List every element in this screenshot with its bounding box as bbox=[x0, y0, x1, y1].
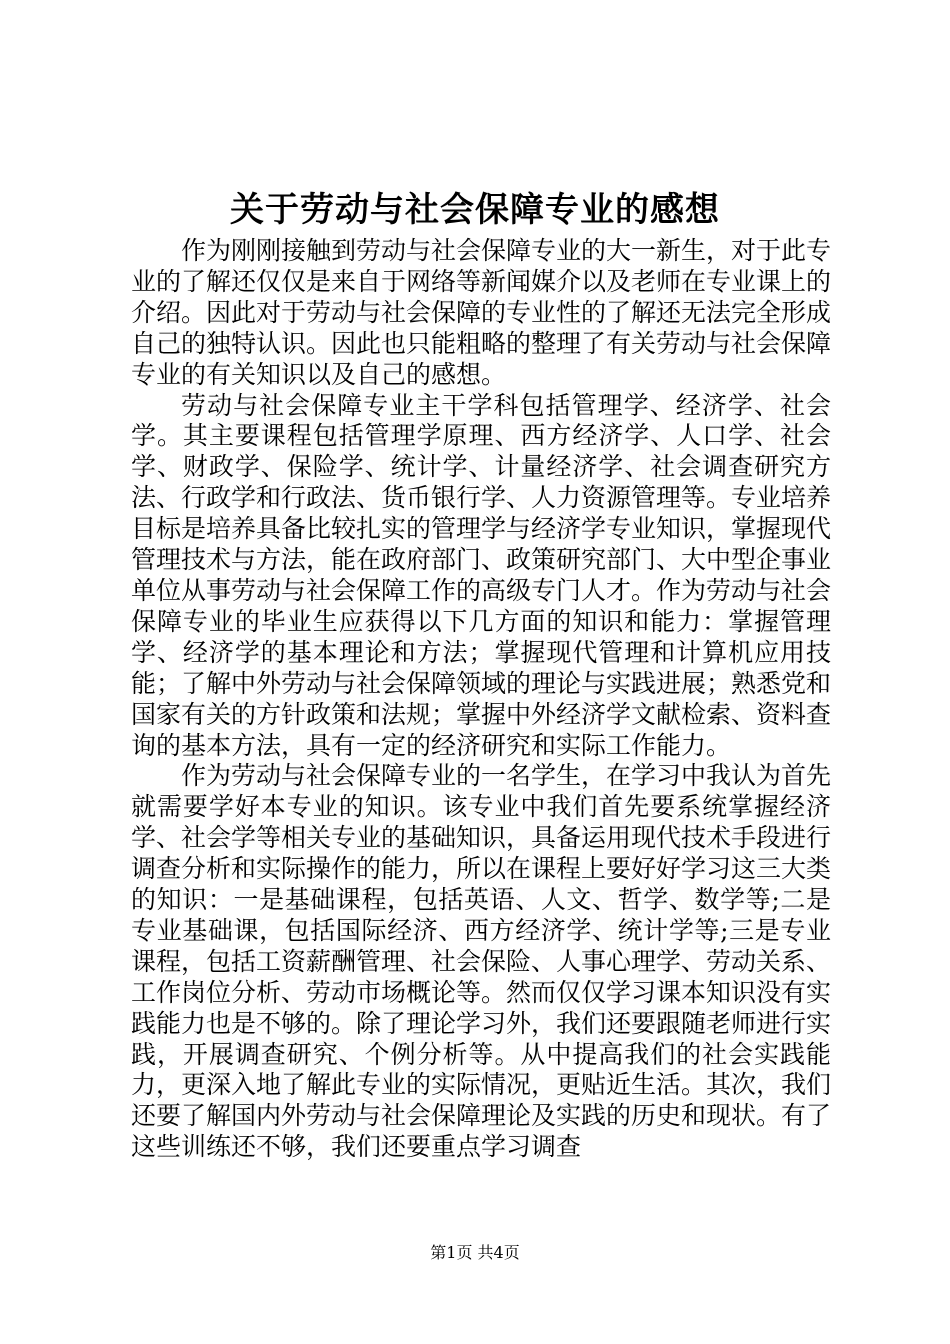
document-body bbox=[131, 236, 831, 1163]
paragraph-2: 劳动与社会保障专业主干学科包括管理学、经济学、社会学。其主要课程包括管理学原理、西方经济学、人口学、社会学、财政学、保险学、统计学、计量经济学、社会调查研究方法、行政学和行政法、货币银行学、人力资源管理等。专业培养目标是培养具备比较扎实的管理学与经济学专业知识，掌握现代管理技术与方法，能在政府部门、政策研究部门、大中型企事业单位从事劳动与社会保障工作的高级专门人才。作为劳动与社会保障专业的毕业生应获得以下几方面的知识和能力：掌握管理学、经济学的基本理论和方法；掌握现代管理和计算机应用技能；了解中外劳动与社会保障领域的理论与实践进展；熟悉党和国家有关的方针政策和法规；掌握中外经济学文献检索、资料查询的基本方法，具有一定的经济研究和实际工作能力。 bbox=[131, 390, 832, 760]
document-title: 关于劳动与社会保障专业的感想 bbox=[230, 190, 720, 230]
paragraph-3: 作为劳动与社会保障专业的一名学生，在学习中我认为首先就需要学好本专业的知识。该专业中我们首先要系统掌握经济学、社会学等相关专业的基础知识，具备运用现代技术手段进行调查分析和实际操作的能力，所以在课程上要好好学习这三大类的知识：一是基础课程，包括英语、人文、哲学、数学等;二是专业基础课，包括国际经济、西方经济学、统计学等;三是专业课程，包括工资薪酬管理、社会保险、人事心理学、劳动关系、工作岗位分析、劳动市场概论等。然而仅仅学习课本知识没有实践能力也是不够的。除了理论学习外，我们还要跟随老师进行实践，开展调查研究、个例分析等。从中提高我们的社会实践能力，更深入地了解此专业的实际情况，更贴近生活。其次，我们还要了解国内外劳动与社会保障理论及实践的历史和现状。有了这些训练还不够，我们还要重点学习调查 bbox=[131, 761, 832, 1162]
paragraph-1: 作为刚刚接触到劳动与社会保障专业的大一新生，对于此专业的了解还仅仅是来自于网络等新闻媒介以及老师在专业课上的介绍。因此对于劳动与社会保障的专业性的了解还无法完全形成自己的独特认识。因此也只能粗略的整理了有关劳动与社会保障专业的有关知识以及自己的感想。 bbox=[131, 236, 832, 389]
page-number-footer: 第1页 共4页 bbox=[430, 1243, 520, 1262]
